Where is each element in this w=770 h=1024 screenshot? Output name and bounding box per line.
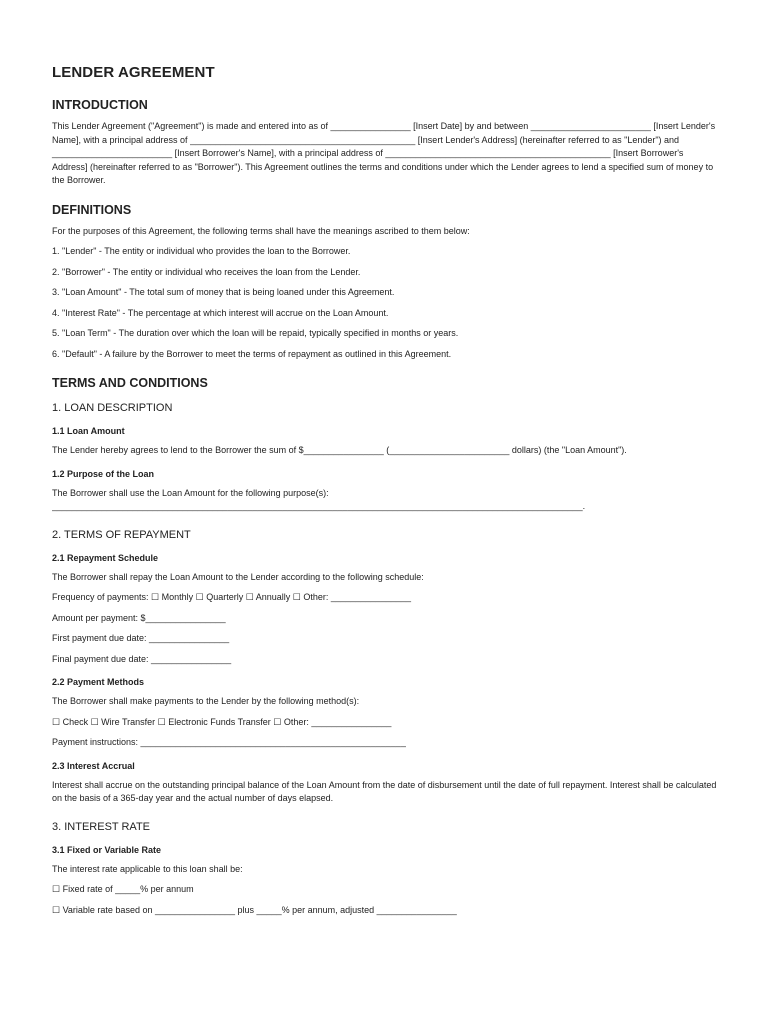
introduction-heading: INTRODUCTION (52, 98, 148, 112)
definition-item: 4. "Interest Rate" - The percentage at which interest will accrue on the Loan Amount. (52, 307, 389, 318)
loan-description-heading: 1. LOAN DESCRIPTION (52, 402, 173, 414)
first-payment-date: First payment due date: ________________ (52, 633, 230, 643)
interest-accrual-heading: 2.3 Interest Accrual (52, 760, 135, 771)
payment-methods-heading: 2.2 Payment Methods (52, 677, 145, 687)
interest-applicable-text: The interest rate applicable to this loan shall be: (52, 863, 243, 874)
definition-item: 1. "Lender" - The entity or individual who provides the loan to the Borrower. (52, 246, 351, 256)
repayment-schedule-heading: 2.1 Repayment Schedule (52, 552, 159, 563)
definition-item: 6. "Default" - A failure by the Borrower to meet the terms of repayment as outlined in this Agreement. (52, 348, 452, 359)
fixed-variable-heading: 3.1 Fixed or Variable Rate (52, 844, 162, 855)
loan-purpose-text: The Borrower shall use the Loan Amount for the following purpose(s): (52, 487, 329, 498)
definitions-intro: For the purposes of this Agreement, the following terms shall have the meanings ascribed to them below: (52, 225, 470, 236)
repayment-schedule-text: The Borrower shall repay the Loan Amount to the Lender according to the following schedule: (52, 571, 424, 582)
fixed-rate-option: ☐ Fixed rate of _____% per annum (52, 884, 194, 894)
loan-amount-text: The Lender hereby agrees to lend to the Borrower the sum of $________________ (________________________ dollars) (the "Loan Amount"). (52, 445, 627, 455)
loan-amount-heading: 1.1 Loan Amount (52, 426, 125, 436)
repayment-heading: 2. TERMS OF REPAYMENT (52, 528, 191, 541)
payment-instructions: Payment instructions: _____________________________________________________ (52, 737, 406, 747)
introduction-text: This Lender Agreement ("Agreement") is made and entered into as of ________________ [Insert Date] by and between ________________________ [Insert Lender's Name], with a principal address of _____________________________________________ [Insert Lender's Address] (hereinafter referred to as "Lender") and ________________________ [Insert Borrower's Name], with a principal address of _____________________________________________ [Insert Borrower's Address] (hereinafter referred to as "Borrower"). This Agreement outlines the terms and conditions under which the Lender agrees to lend a specified sum of money to the Borrower. (52, 121, 716, 185)
definition-item: 3. "Loan Amount" - The total sum of money that is being loaned under this Agreement. (52, 287, 395, 297)
interest-rate-heading: 3. INTEREST RATE (52, 820, 151, 833)
document-title: LENDER AGREEMENT (52, 64, 215, 81)
loan-purpose-blank: __________________________________________________________________________________________________________. (52, 501, 586, 511)
document-page (52, 64, 718, 924)
final-payment-date: Final payment due date: ________________ (52, 653, 232, 664)
payment-methods-options: ☐ Check ☐ Wire Transfer ☐ Electronic Funds Transfer ☐ Other: ________________ (52, 716, 392, 727)
amount-per-payment: Amount per payment: $________________ (52, 612, 226, 623)
payment-methods-text: The Borrower shall make payments to the Lender by the following method(s): (52, 696, 360, 706)
loan-purpose-heading: 1.2 Purpose of the Loan (52, 468, 155, 479)
definition-item: 5. "Loan Term" - The duration over which the loan will be repaid, typically specified in months or years. (52, 328, 459, 338)
payment-frequency: Frequency of payments: ☐ Monthly ☐ Quarterly ☐ Annually ☐ Other: ________________ (52, 592, 411, 602)
definitions-heading: DEFINITIONS (52, 202, 132, 217)
variable-rate-option: ☐ Variable rate based on ________________ plus _____% per annum, adjusted ________________ (52, 904, 457, 915)
terms-heading: TERMS AND CONDITIONS (52, 376, 208, 390)
definition-item: 2. "Borrower" - The entity or individual who receives the loan from the Lender. (52, 266, 361, 277)
interest-accrual-text: Interest shall accrue on the outstanding principal balance of the Loan Amount from the date of disbursement until the date of full repayment. Interest shall be calculated on the basis of a 365-day year and the actual number of days elapsed. (52, 779, 717, 803)
